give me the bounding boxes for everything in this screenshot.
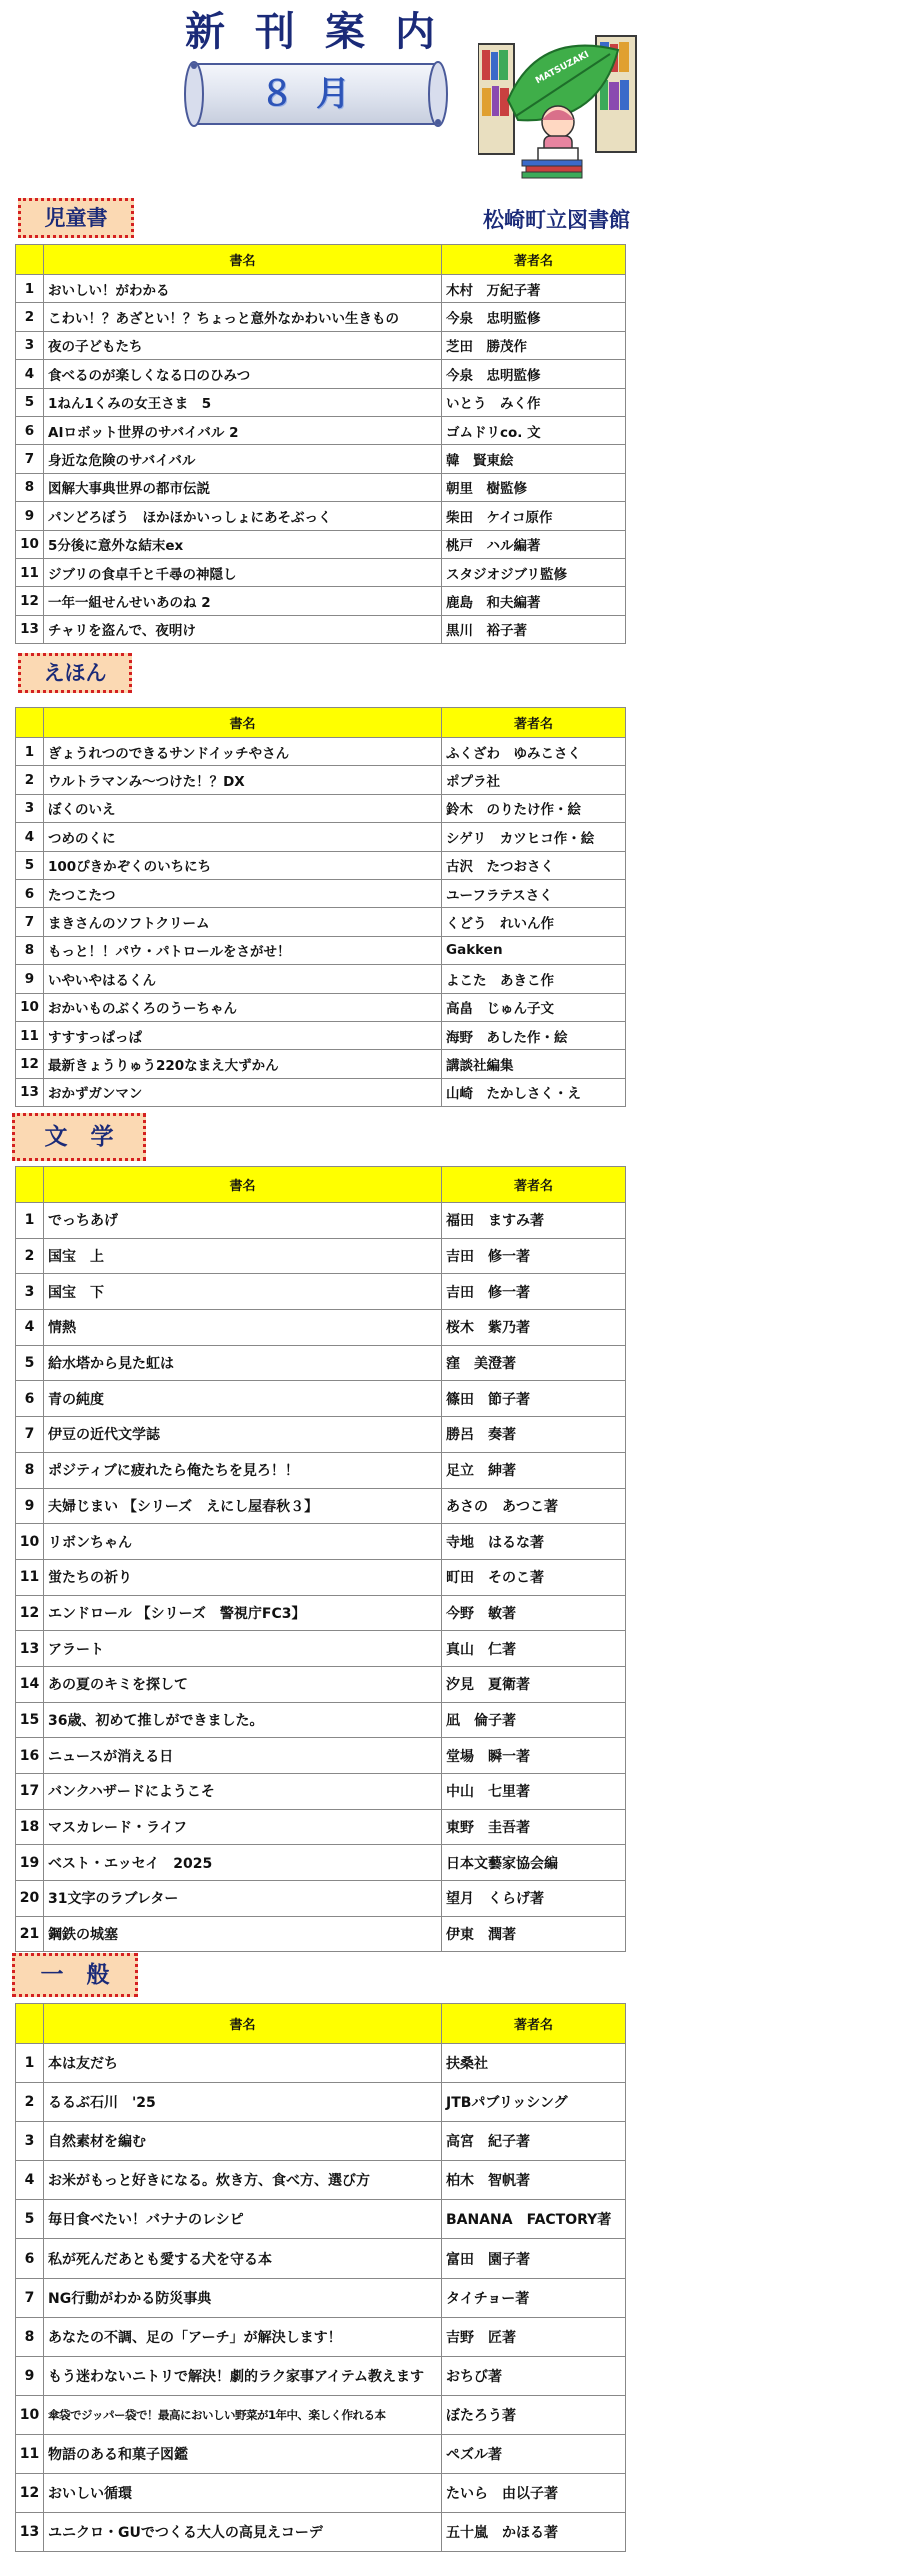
table-row	[16, 1595, 626, 1631]
book-title: 給水塔から見た虹は	[44, 1345, 442, 1381]
table-row	[16, 1809, 626, 1845]
row-number: 3	[16, 1274, 44, 1310]
row-number: 7	[16, 1417, 44, 1453]
row-number: 11	[16, 1559, 44, 1595]
title-column-header: 書名	[44, 708, 442, 738]
book-author: 韓 賢東絵	[442, 445, 626, 473]
book-title: パンどろぼう ほかほかいっしょにあそぶっく	[44, 502, 442, 530]
book-author: シゲリ カツヒコ作・絵	[442, 823, 626, 851]
table-row	[16, 1916, 626, 1952]
row-number: 1	[16, 2044, 44, 2083]
book-title: 伊豆の近代文学誌	[44, 1417, 442, 1453]
row-number: 8	[16, 2317, 44, 2356]
book-author: 高宮 紀子著	[442, 2122, 626, 2161]
book-title: お米がもっと好きになる。炊き方、食べ方、選び方	[44, 2161, 442, 2200]
table-row	[16, 766, 626, 794]
book-title: 毎日食べたい！バナナのレシピ	[44, 2200, 442, 2239]
book-author: たいら 由以子著	[442, 2474, 626, 2513]
title-column-header: 書名	[44, 245, 442, 275]
book-title: アラート	[44, 1631, 442, 1667]
book-author: ゴムドリco. 文	[442, 416, 626, 444]
row-number: 8	[16, 473, 44, 501]
book-title: すすすっぱっぱ	[44, 1021, 442, 1049]
table-row	[16, 1078, 626, 1106]
table-row	[16, 1666, 626, 1702]
book-author: 芝田 勝茂作	[442, 331, 626, 359]
table-row	[16, 936, 626, 964]
book-title: 100ぴきかぞくのいちにち	[44, 851, 442, 879]
table-row	[16, 2356, 626, 2395]
book-title: 31文字のラブレター	[44, 1881, 442, 1917]
row-number: 5	[16, 388, 44, 416]
table-header-row	[16, 708, 626, 738]
book-author: Gakken	[442, 936, 626, 964]
book-title: 最新きょうりゅう220なまえ大ずかん	[44, 1050, 442, 1078]
table-row	[16, 1488, 626, 1524]
book-author: 海野 あした作・絵	[442, 1021, 626, 1049]
book-title: AIロボット世界のサバイバル 2	[44, 416, 442, 444]
book-title: こわい！？あざとい！？ちょっと意外なかわいい生きもの	[44, 303, 442, 331]
book-title: ジブリの食卓千と千尋の神隠し	[44, 558, 442, 586]
book-title: バンクハザードにようこそ	[44, 1774, 442, 1810]
book-author: ぼたろう著	[442, 2395, 626, 2434]
table-row	[16, 2395, 626, 2434]
row-number: 13	[16, 615, 44, 643]
book-title: もう迷わないニトリで解決！劇的ラク家事アイテム教えます	[44, 2356, 442, 2395]
table-row	[16, 587, 626, 615]
row-number: 7	[16, 2278, 44, 2317]
section-label-children: 児童書	[18, 198, 134, 238]
month-label: ８月	[260, 74, 372, 114]
book-title: るるぶ石川 '25	[44, 2083, 442, 2122]
book-title: エンドロール 【シリーズ 警視庁FC3】	[44, 1595, 442, 1631]
row-number: 3	[16, 794, 44, 822]
book-title: リボンちゃん	[44, 1524, 442, 1560]
row-number: 1	[16, 275, 44, 303]
row-number: 2	[16, 303, 44, 331]
table-row	[16, 1881, 626, 1917]
book-title: 36歳、初めて推しができました。	[44, 1702, 442, 1738]
table-row	[16, 445, 626, 473]
number-column-header	[16, 1167, 44, 1203]
number-column-header	[16, 2004, 44, 2044]
general-table	[15, 2003, 626, 2552]
book-title: でっちあげ	[44, 1203, 442, 1239]
title-column-header: 書名	[44, 2004, 442, 2044]
row-number: 6	[16, 416, 44, 444]
book-author: 古沢 たつおさく	[442, 851, 626, 879]
book-title: 自然素材を編む	[44, 2122, 442, 2161]
book-author: 汐見 夏衛著	[442, 1666, 626, 1702]
row-number: 9	[16, 2356, 44, 2395]
picture-books-table	[15, 707, 626, 1107]
book-author: おちび著	[442, 2356, 626, 2395]
row-number: 4	[16, 2161, 44, 2200]
book-author: 堂場 瞬一著	[442, 1738, 626, 1774]
row-number: 6	[16, 879, 44, 907]
book-title: ぼくのいえ	[44, 794, 442, 822]
book-author: 寺地 はるな著	[442, 1524, 626, 1560]
row-number: 13	[16, 1631, 44, 1667]
children-books-table	[15, 244, 626, 644]
row-number: 15	[16, 1702, 44, 1738]
book-title: たつこたつ	[44, 879, 442, 907]
row-number: 12	[16, 1050, 44, 1078]
row-number: 3	[16, 331, 44, 359]
table-row	[16, 1417, 626, 1453]
book-author: 福田 ますみ著	[442, 1203, 626, 1239]
book-author: 吉田 修一著	[442, 1238, 626, 1274]
table-row	[16, 1345, 626, 1381]
book-author: タイチョー著	[442, 2278, 626, 2317]
table-row	[16, 1738, 626, 1774]
book-author: BANANA FACTORY著	[442, 2200, 626, 2239]
book-author: 日本文藝家協会編	[442, 1845, 626, 1881]
table-row	[16, 738, 626, 766]
book-author: くどう れいん作	[442, 908, 626, 936]
book-title: 蛍たちの祈り	[44, 1559, 442, 1595]
table-row	[16, 502, 626, 530]
row-number: 2	[16, 766, 44, 794]
table-row	[16, 851, 626, 879]
table-row	[16, 1452, 626, 1488]
book-author: 窪 美澄著	[442, 1345, 626, 1381]
number-column-header	[16, 708, 44, 738]
table-row	[16, 1050, 626, 1078]
book-author: 高畠 じゅん子文	[442, 993, 626, 1021]
row-number: 2	[16, 1238, 44, 1274]
book-author: 朝里 樹監修	[442, 473, 626, 501]
table-row	[16, 1774, 626, 1810]
table-row	[16, 965, 626, 993]
row-number: 6	[16, 1381, 44, 1417]
table-row	[16, 794, 626, 822]
row-number: 5	[16, 2200, 44, 2239]
table-header-row	[16, 2004, 626, 2044]
table-row	[16, 993, 626, 1021]
table-header-row	[16, 245, 626, 275]
table-row	[16, 1559, 626, 1595]
table-row	[16, 331, 626, 359]
table-row	[16, 1238, 626, 1274]
book-author: 木村 万紀子著	[442, 275, 626, 303]
page-title: 新刊案内	[185, 9, 465, 55]
row-number: 10	[16, 2395, 44, 2434]
table-row	[16, 2239, 626, 2278]
book-title: つめのくに	[44, 823, 442, 851]
book-author: ふくざわ ゆみこさく	[442, 738, 626, 766]
table-row	[16, 1021, 626, 1049]
book-title: チャリを盗んで、夜明け	[44, 615, 442, 643]
book-author: 町田 そのこ著	[442, 1559, 626, 1595]
table-row	[16, 2122, 626, 2161]
row-number: 5	[16, 1345, 44, 1381]
row-number: 3	[16, 2122, 44, 2161]
row-number: 5	[16, 851, 44, 879]
book-title: もっと！！パウ・パトロールをさがせ！	[44, 936, 442, 964]
row-number: 9	[16, 965, 44, 993]
book-title: 夜の子どもたち	[44, 331, 442, 359]
title-column-header: 書名	[44, 1167, 442, 1203]
section-label-general: 一 般	[12, 1953, 138, 1997]
table-row	[16, 303, 626, 331]
table-row	[16, 558, 626, 586]
book-title: マスカレード・ライフ	[44, 1809, 442, 1845]
book-title: ポジティブに疲れたら俺たちを見ろ！！	[44, 1452, 442, 1488]
table-row	[16, 1845, 626, 1881]
author-column-header: 著者名	[442, 1167, 626, 1203]
book-title: 図解大事典世界の都市伝説	[44, 473, 442, 501]
book-author: JTBパブリッシング	[442, 2083, 626, 2122]
book-author: 鹿島 和夫編著	[442, 587, 626, 615]
book-title: ぎょうれつのできるサンドイッチやさん	[44, 738, 442, 766]
row-number: 10	[16, 1524, 44, 1560]
book-title: 1ねん1くみの女王さま 5	[44, 388, 442, 416]
row-number: 11	[16, 2434, 44, 2473]
author-column-header: 著者名	[442, 245, 626, 275]
table-row	[16, 275, 626, 303]
book-title: ウルトラマンみ～つけた！？DX	[44, 766, 442, 794]
table-row	[16, 823, 626, 851]
table-row	[16, 388, 626, 416]
row-number: 13	[16, 2513, 44, 2552]
table-row	[16, 416, 626, 444]
table-row	[16, 1631, 626, 1667]
table-row	[16, 908, 626, 936]
table-row	[16, 2200, 626, 2239]
book-author: 富田 園子著	[442, 2239, 626, 2278]
book-author: 黒川 裕子著	[442, 615, 626, 643]
book-author: 柴田 ケイコ原作	[442, 502, 626, 530]
book-author: 柏木 智帆著	[442, 2161, 626, 2200]
row-number: 1	[16, 738, 44, 766]
book-title: 食べるのが楽しくなる口のひみつ	[44, 360, 442, 388]
book-author: 山崎 たかしさく・え	[442, 1078, 626, 1106]
row-number: 14	[16, 1666, 44, 1702]
table-row	[16, 2083, 626, 2122]
book-author: 真山 仁著	[442, 1631, 626, 1667]
book-author: 今泉 忠明監修	[442, 360, 626, 388]
section-label-picture-books: えほん	[18, 653, 132, 693]
book-title: 物語のある和菓子図鑑	[44, 2434, 442, 2473]
row-number: 10	[16, 993, 44, 1021]
book-author: 望月 くらげ著	[442, 1881, 626, 1917]
book-title: 情熱	[44, 1310, 442, 1346]
book-title: 青の純度	[44, 1381, 442, 1417]
book-author: 伊東 潤著	[442, 1916, 626, 1952]
book-author: ポプラ社	[442, 766, 626, 794]
section-label-literature: 文 学	[12, 1113, 146, 1161]
mascot-caption: MATSUZAKI	[534, 49, 591, 87]
table-row	[16, 1310, 626, 1346]
book-author: 中山 七里著	[442, 1774, 626, 1810]
book-author: ペズル著	[442, 2434, 626, 2473]
table-row	[16, 1381, 626, 1417]
book-author: 今野 敏著	[442, 1595, 626, 1631]
table-row	[16, 2474, 626, 2513]
book-title: あなたの不調、足の「アーチ」が解決します！	[44, 2317, 442, 2356]
book-author: 吉野 匠著	[442, 2317, 626, 2356]
book-author: 扶桑社	[442, 2044, 626, 2083]
book-title: 傘袋でジッパー袋で！最高においしい野菜が1年中、楽しく作れる本	[44, 2395, 442, 2434]
book-title: ニュースが消える日	[44, 1738, 442, 1774]
book-author: 吉田 修一著	[442, 1274, 626, 1310]
book-title: 身近な危険のサバイバル	[44, 445, 442, 473]
book-author: 足立 紳著	[442, 1452, 626, 1488]
table-row	[16, 2434, 626, 2473]
row-number: 10	[16, 530, 44, 558]
row-number: 9	[16, 1488, 44, 1524]
book-author: 桃戸 ハル編著	[442, 530, 626, 558]
book-author: 今泉 忠明監修	[442, 303, 626, 331]
table-row	[16, 1702, 626, 1738]
book-title: あの夏のキミを探して	[44, 1666, 442, 1702]
row-number: 11	[16, 558, 44, 586]
row-number: 2	[16, 2083, 44, 2122]
book-author: 講談社編集	[442, 1050, 626, 1078]
library-name: 松崎町立図書館	[483, 208, 630, 232]
book-title: 5分後に意外な結末ex	[44, 530, 442, 558]
book-author: 勝呂 奏著	[442, 1417, 626, 1453]
book-author: 鈴木 のりたけ作・絵	[442, 794, 626, 822]
book-title: おいしい！がわかる	[44, 275, 442, 303]
book-title: 私が死んだあとも愛する犬を守る本	[44, 2239, 442, 2278]
book-author: あさの あつこ著	[442, 1488, 626, 1524]
book-title: いやいやはるくん	[44, 965, 442, 993]
book-author: 篠田 節子著	[442, 1381, 626, 1417]
book-title: 夫婦じまい 【シリーズ えにし屋春秋３】	[44, 1488, 442, 1524]
number-column-header	[16, 245, 44, 275]
table-row	[16, 2278, 626, 2317]
row-number: 16	[16, 1738, 44, 1774]
book-author: よこた あきこ作	[442, 965, 626, 993]
book-author: 凪 倫子著	[442, 1702, 626, 1738]
book-author: ユーフラテスさく	[442, 879, 626, 907]
table-row	[16, 2044, 626, 2083]
table-row	[16, 2161, 626, 2200]
row-number: 17	[16, 1774, 44, 1810]
book-title: 国宝 上	[44, 1238, 442, 1274]
table-row	[16, 879, 626, 907]
row-number: 8	[16, 1452, 44, 1488]
row-number: 13	[16, 1078, 44, 1106]
table-row	[16, 1274, 626, 1310]
row-number: 4	[16, 823, 44, 851]
table-row	[16, 2317, 626, 2356]
author-column-header: 著者名	[442, 708, 626, 738]
book-author: スタジオジブリ監修	[442, 558, 626, 586]
table-row	[16, 615, 626, 643]
row-number: 4	[16, 360, 44, 388]
row-number: 4	[16, 1310, 44, 1346]
row-number: 18	[16, 1809, 44, 1845]
row-number: 9	[16, 502, 44, 530]
table-row	[16, 2513, 626, 2552]
row-number: 7	[16, 445, 44, 473]
book-title: おいしい循環	[44, 2474, 442, 2513]
table-row	[16, 360, 626, 388]
row-number: 20	[16, 1881, 44, 1917]
row-number: 8	[16, 936, 44, 964]
row-number: 12	[16, 2474, 44, 2513]
table-row	[16, 473, 626, 501]
book-title: まきさんのソフトクリーム	[44, 908, 442, 936]
literature-table	[15, 1166, 626, 1952]
book-title: おかずガンマン	[44, 1078, 442, 1106]
row-number: 21	[16, 1916, 44, 1952]
book-title: 一年一組せんせいあのね 2	[44, 587, 442, 615]
book-author: いとう みく作	[442, 388, 626, 416]
table-row	[16, 1524, 626, 1560]
book-title: 鋼鉄の城塞	[44, 1916, 442, 1952]
book-title: NG行動がわかる防災事典	[44, 2278, 442, 2317]
row-number: 19	[16, 1845, 44, 1881]
book-title: ベスト・エッセイ 2025	[44, 1845, 442, 1881]
row-number: 12	[16, 1595, 44, 1631]
row-number: 11	[16, 1021, 44, 1049]
book-title: 本は友だち	[44, 2044, 442, 2083]
row-number: 12	[16, 587, 44, 615]
book-title: 国宝 下	[44, 1274, 442, 1310]
table-row	[16, 1203, 626, 1239]
book-author: 東野 圭吾著	[442, 1809, 626, 1845]
table-row	[16, 530, 626, 558]
table-header-row	[16, 1167, 626, 1203]
row-number: 1	[16, 1203, 44, 1239]
book-title: おかいものぶくろのうーちゃん	[44, 993, 442, 1021]
row-number: 7	[16, 908, 44, 936]
book-author: 桜木 紫乃著	[442, 1310, 626, 1346]
book-title: ユニクロ・GUでつくる大人の高見えコーデ	[44, 2513, 442, 2552]
book-author: 五十嵐 かほる著	[442, 2513, 626, 2552]
author-column-header: 著者名	[442, 2004, 626, 2044]
library-mascot-image	[478, 30, 638, 180]
row-number: 6	[16, 2239, 44, 2278]
